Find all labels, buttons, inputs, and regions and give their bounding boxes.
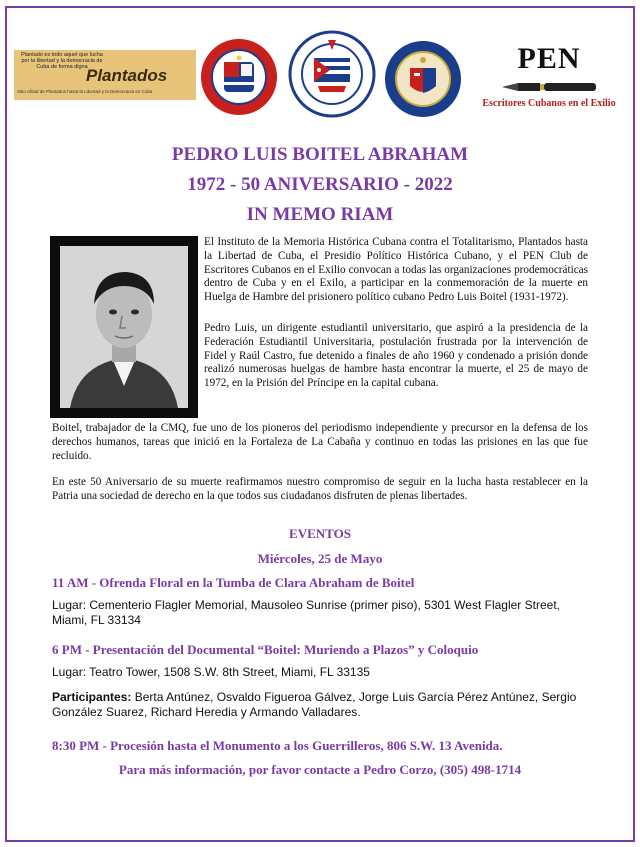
instituto-memoria-seal xyxy=(288,28,376,126)
anniversary-dates: 1972 - 50 ANIVERSARIO - 2022 xyxy=(187,174,453,195)
event-2-participants xyxy=(52,690,588,720)
events-date: Miércoles, 25 de Mayo xyxy=(257,551,383,566)
portrait-photo xyxy=(50,236,198,418)
page-title-block xyxy=(0,140,640,230)
event-2-location: Lugar: Teatro Tower, 1508 S.W. 8th Street, Miami, FL 33135 xyxy=(52,665,370,679)
academia-historia-seal xyxy=(200,38,278,116)
pen-wordmark: PEN xyxy=(517,42,581,75)
portrait-image xyxy=(60,246,188,408)
event-1-location: Lugar: Cementerio Flagler Memorial, Mausoleo Sunrise (primer piso), 5301 West Flagler Street, Miami, FL 33134 xyxy=(52,598,560,627)
commitment-paragraph: En este 50 Aniversario de su muerte reafirmamos nuestro compromiso de seguir en la lucha hasta restablecer en la Patria una sociedad de derecho en la que todos sus ciudadanos disfruten de plenas libertades. xyxy=(52,476,588,502)
intro-paragraph: El Instituto de la Memoria Histórica Cubana contra el Totalitarismo, Plantados hasta la Libertad de Cuba, el Presidio Político Histórica Cubano, y el PEN Club de Escritores Cubanos en el Exilio convocan a todas las organizaciones prodemocráticas dentro de Cuba y en el Exilo, a participar en la conmemoración de la muerte en Huelga de Hambre del prisionero político cubano Pedro Luis Boitel (1931-1972). xyxy=(204,236,588,304)
event-1-title: 11 AM - Ofrenda Floral en la Tumba de Clara Abraham de Boitel xyxy=(52,575,415,590)
plantados-tagline: Plantado es todo aquel que lucha por la libertad y la democracia de Cuba de forma digna xyxy=(21,52,103,70)
plantados-logo xyxy=(14,50,196,100)
events-heading: EVENTOS xyxy=(289,526,351,541)
participants-list: Berta Antúnez, Osvaldo Figueroa Gálvez, Jorge Luis García Pérez Antúnez, Sergio González Suarez, Richard Heredia y Armando Valladares. xyxy=(52,690,577,719)
in-memoriam-heading: IN MEMO RIAM xyxy=(246,204,394,225)
logo-strip xyxy=(0,0,640,130)
honoree-name: PEDRO LUIS BOITEL ABRAHAM xyxy=(171,144,469,165)
biography-paragraph: Pedro Luis, un dirigente estudiantil universitario, que aspiró a la presidencia de la Federación Estudiantil Universitaria, postulación frustrada por la intervención de Fidel y Raúl Castro, fue detenido a finales de año 1960 y condenado a prisión donde realizó numerosas huelgas de hambre hasta encontrar la muerte, el 25 de mayo de 1972, en la Prisión del Príncipe en la capital cubana. xyxy=(204,322,588,390)
plantados-brand: Plantados xyxy=(86,66,168,85)
participants-label: Participantes: xyxy=(52,690,132,704)
pen-subtitle: Escritores Cubanos en el Exilio xyxy=(482,98,616,109)
plantados-subtitle: Sitio oficial de Plantados hasta la Libertad y la Democracia en Cuba xyxy=(17,89,153,94)
fountain-pen-icon xyxy=(500,80,600,94)
journalism-paragraph: Boitel, trabajador de la CMQ, fue uno de los pioneros del periodismo independiente y precursor en la defensa de los derechos humanos, tareas que inició en la Fortaleza de La Cabaña y continuo en todas las prisiones en las que fue recluido. xyxy=(52,422,588,462)
presidio-politico-seal xyxy=(384,40,462,118)
contact-info: Para más información, por favor contacte a Pedro Corzo, (305) 498-1714 xyxy=(118,762,522,777)
event-3-title: 8:30 PM - Procesión hasta el Monumento a los Guerrilleros, 806 S.W. 13 Avenida. xyxy=(52,738,503,753)
pen-club-logo xyxy=(470,40,628,114)
event-2-title: 6 PM - Presentación del Documental “Boitel: Muriendo a Plazos” y Coloquio xyxy=(52,642,479,657)
